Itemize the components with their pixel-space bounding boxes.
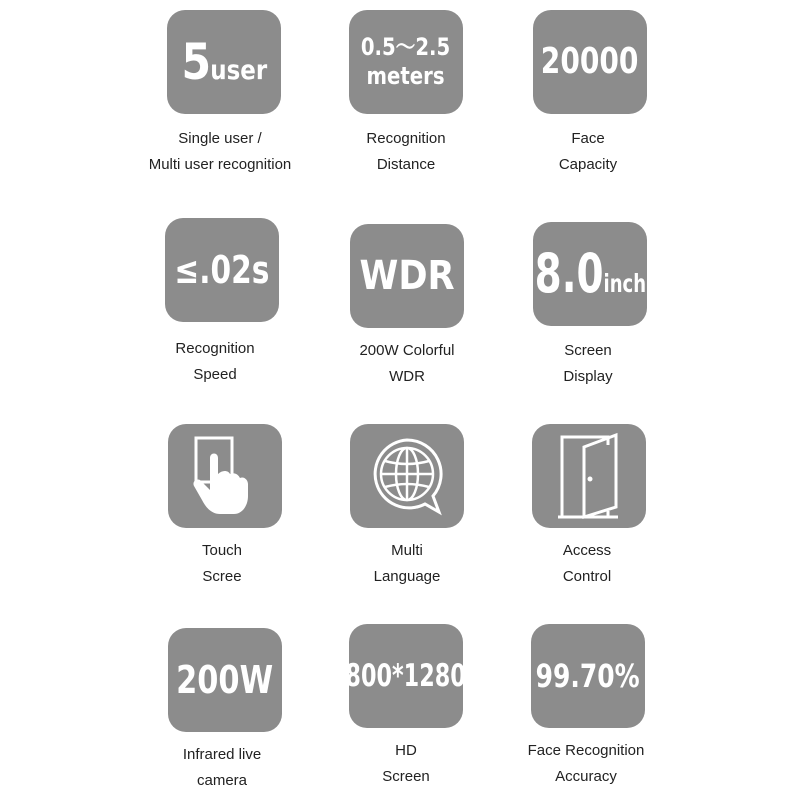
- caption-recognition-speed: [105, 336, 325, 387]
- caption-line: Display: [563, 367, 613, 385]
- caption-line: Capacity: [558, 155, 618, 173]
- caption-line: 200W Colorful: [359, 342, 455, 359]
- caption-line: Single user /: [178, 130, 262, 147]
- user-count-tile: [167, 10, 281, 114]
- language-tile: [350, 424, 464, 528]
- caption-line: WDR: [389, 367, 425, 385]
- wdr-value: WDR: [359, 253, 455, 299]
- caption-face-accuracy: [476, 738, 696, 789]
- touch-hand-icon: [186, 434, 264, 518]
- touch-tile: [168, 424, 282, 528]
- caption-line: Screen: [564, 342, 612, 359]
- caption-line: Scree: [202, 567, 242, 585]
- user-count-number: 5: [181, 33, 210, 91]
- distance-unit: meters: [366, 62, 446, 90]
- caption-line: Recognition: [175, 340, 255, 357]
- camera-tile: [168, 628, 282, 732]
- screen-size-tile: [533, 222, 647, 326]
- caption-line: Multi: [391, 542, 423, 559]
- access-tile: [532, 424, 646, 528]
- capacity-tile: [533, 10, 647, 114]
- caption-line: Distance: [376, 155, 436, 173]
- caption-line: Access: [562, 542, 612, 559]
- resolution-value: 800*1280: [345, 657, 467, 694]
- accuracy-tile: [531, 624, 645, 728]
- caption-line: HD: [395, 742, 417, 759]
- caption-screen-display: [478, 338, 698, 389]
- caption-line: Screen: [382, 767, 430, 785]
- screen-size-number: 8.0: [534, 242, 604, 305]
- accuracy-value: 99.70%: [536, 657, 640, 695]
- resolution-tile: [345, 624, 467, 728]
- caption-line: Infrared live: [182, 746, 262, 763]
- caption-line: Language: [373, 567, 441, 585]
- caption-line: Recognition: [366, 130, 446, 147]
- caption-face-capacity: [478, 126, 698, 177]
- open-door-icon: [554, 431, 624, 521]
- user-count-unit: user: [209, 55, 267, 86]
- distance-range: 0.5～2.5: [361, 33, 451, 61]
- caption-line: Speed: [193, 365, 237, 383]
- distance-tile: [349, 10, 463, 114]
- caption-line: Touch: [201, 542, 243, 559]
- caption-line: Control: [562, 567, 612, 585]
- caption-access-control: [477, 538, 697, 589]
- capacity-value: 20000: [541, 41, 639, 82]
- speed-tile: [165, 218, 279, 322]
- camera-value: 200W: [176, 658, 274, 702]
- caption-line: Face Recognition: [527, 742, 645, 759]
- wdr-tile: [350, 224, 464, 328]
- caption-line: camera: [196, 771, 248, 789]
- globe-chat-icon: [365, 434, 449, 518]
- screen-size-unit: inch: [603, 269, 646, 298]
- caption-line: Accuracy: [555, 767, 617, 785]
- caption-line: Face: [571, 130, 605, 147]
- speed-value: ≤.02s: [174, 248, 270, 292]
- caption-line: Multi user recognition: [148, 155, 292, 173]
